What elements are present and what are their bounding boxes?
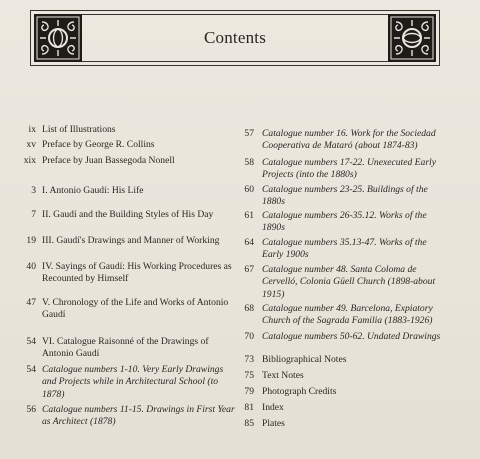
toc-entry-title: Catalogue numbers 23-25. Buildings of the 1880s (262, 184, 428, 208)
toc-page-number: 67 (244, 264, 254, 275)
toc-page-number: xv (26, 139, 36, 150)
toc-page-number: 19 (26, 235, 36, 246)
toc-page-number: 47 (26, 297, 36, 308)
toc-page-number: 58 (244, 157, 254, 168)
toc-entry-title: Index (262, 402, 284, 413)
toc-page-number: 79 (244, 386, 254, 397)
toc-entry-title: Catalogue numbers 11-15. Drawings in First Year as Architect (1878) (42, 404, 235, 428)
toc-entry-title: Bibliographical Notes (262, 354, 347, 365)
toc-entry-title: Catalogue numbers 26-35.12. Works of the 1890s (262, 210, 427, 234)
toc-entry-title: Plates (262, 418, 285, 429)
toc-entry-title: Preface by Juan Bassegoda Nonell (42, 155, 175, 166)
toc-entry-title: I. Antonio Gaudí: His Life (42, 185, 144, 196)
toc-entry-title: Photograph Credits (262, 386, 337, 397)
toc-page-number: 85 (244, 418, 254, 429)
page-title: Contents (203, 28, 267, 47)
toc-page-number: 73 (244, 354, 254, 365)
toc-entry-title: Catalogue numbers 17-22. Unexecuted Early Projects (into the 1880s) (262, 157, 436, 181)
toc-entry-title: Catalogue numbers 50-62. Undated Drawings (262, 331, 441, 342)
toc-page-number: 54 (26, 336, 36, 347)
toc-entry-title: VI. Catalogue Raisonné of the Drawings of Antonio Gaudí (42, 336, 209, 360)
toc-entry-title: V. Chronology of the Life and Works of Antonio Gaudí (42, 297, 229, 321)
toc-page-number: 60 (244, 184, 254, 195)
toc-entry-title: Catalogue number 49. Barcelona, Expiatory Church of the Sagrada Familia (1883-1926) (262, 303, 433, 327)
toc-entry-title: Catalogue number 16. Work for the Sociedad Cooperativa de Mataró (about 1874-83) (262, 128, 436, 152)
toc-page-number: 64 (244, 237, 254, 248)
ornament-right-icon (388, 14, 436, 62)
toc-page-number: 61 (244, 210, 254, 221)
toc-page-number: 7 (31, 209, 36, 220)
toc-entry-title: Catalogue numbers 35.13-47. Works of the Early 1900s (262, 237, 427, 261)
toc-entry-title: List of Illustrations (42, 124, 116, 135)
toc-page-number: 3 (31, 185, 36, 196)
toc-page-number: 54 (26, 364, 36, 375)
toc-entry-title: IV. Sayings of Gaudí: His Working Procedures as Recounted by Himself (42, 261, 232, 285)
toc-page-number: 70 (244, 331, 254, 342)
ornament-left-icon (34, 14, 82, 62)
toc-page-number: 56 (26, 404, 36, 415)
toc-entry-title: Catalogue numbers 1-10. Very Early Drawings and Projects while in Architectural School (to 1878) (42, 364, 224, 400)
toc-entry-title: Catalogue number 48. Santa Coloma de Cervelló, Colonia Güell Church (1898-about 1915) (262, 264, 436, 300)
toc-entry-title: II. Gaudí and the Building Styles of His Day (42, 209, 214, 220)
contents-header-frame (30, 10, 440, 66)
toc-entry-title: Text Notes (262, 370, 304, 381)
toc-entry-title: III. Gaudí's Drawings and Manner of Working (42, 235, 220, 246)
toc-page-number: xix (23, 155, 36, 166)
toc-entry-title: Preface by George R. Collins (42, 139, 155, 150)
toc-page-number: 57 (244, 128, 254, 139)
toc-page-number: 40 (26, 261, 36, 272)
toc-page-number: 75 (244, 370, 254, 381)
toc-page-number: 68 (244, 303, 254, 314)
toc-page-number: ix (28, 124, 36, 135)
toc-page-number: 81 (244, 402, 254, 413)
